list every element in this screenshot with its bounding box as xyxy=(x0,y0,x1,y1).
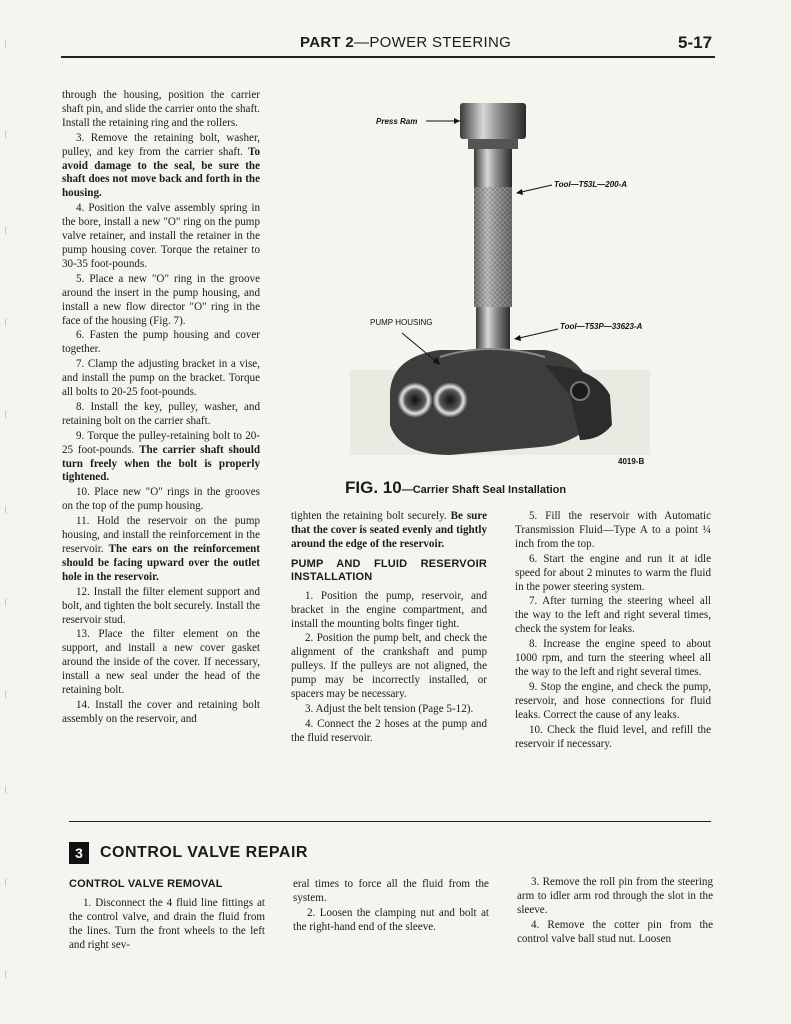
left-column xyxy=(62,89,260,728)
paragraph: 7. After turning the steering wheel all the way to the left and right several times, check the system for leaks. xyxy=(515,595,711,636)
section-col-2 xyxy=(293,878,489,936)
press-ram-shape xyxy=(460,103,526,139)
figure-number: FIG. 10 xyxy=(345,478,402,497)
margin-mark xyxy=(5,130,10,139)
paragraph: 4. Connect the 2 hoses at the pump and the fluid reservoir. xyxy=(291,717,487,744)
page-header-title xyxy=(300,34,511,51)
margin-mark xyxy=(5,40,10,49)
margin-mark xyxy=(5,410,10,419)
paragraph: 10. Check the fluid level, and refill the reservoir if necessary. xyxy=(515,723,711,750)
paragraph: 10. Place new "O" rings in the grooves on the top of the pump housing. xyxy=(62,486,260,513)
subheading-control-valve-removal: CONTROL VALVE REMOVAL xyxy=(69,878,223,890)
label-press-ram: Press Ram xyxy=(376,117,418,126)
paragraph: 3. Adjust the belt tension (Page 5-12). xyxy=(305,702,474,715)
paragraph: 9. Stop the engine, and check the pump, reservoir, and hose connections for fluid leaks. Correct the cause of any leaks. xyxy=(515,680,711,721)
paragraph: 1. Position the pump, reservoir, and bracket in the engine compartment, and install the mounting bolts finger tight. xyxy=(291,589,487,630)
right-column xyxy=(515,510,711,752)
label-pump-housing: PUMP HOUSING xyxy=(370,318,433,327)
figure-illustration xyxy=(330,95,660,470)
part-dash: — xyxy=(354,34,370,51)
section-number-badge: 3 xyxy=(69,842,89,864)
paragraph: 2. Position the pump belt, and check the alignment of the crankshaft and pump pulleys. If the pulleys are not aligned, the pump may be incorrectly installed, or spacers may be necessary. xyxy=(291,632,487,701)
page-number: 5-17 xyxy=(678,33,713,52)
paragraph: 6. Fasten the pump housing and cover together. xyxy=(62,329,260,356)
middle-column xyxy=(291,510,487,747)
paragraph: 3. Remove the retaining bolt, washer, pulley, and key from the carrier shaft. To avoid damage to the seal, be sure the shaft does not move back and forth in the housing. xyxy=(62,131,260,200)
paragraph: through the housing, position the carrier shaft pin, and slide the carrier onto the shaft. Install the retaining ring and the rollers. xyxy=(62,89,260,129)
paragraph: 8. Increase the engine speed to about 1000 rpm, and turn the steering wheel all the way to the left and right several times. xyxy=(515,638,711,678)
section-col-1 xyxy=(69,878,265,954)
margin-mark xyxy=(5,878,10,887)
paragraph: 1. Disconnect the 4 fluid line fittings at the control valve, and drain the fluid from the lines. Turn the front wheels to the left and right sev- xyxy=(69,897,265,951)
label-tool-1: Tool—T53L—200-A xyxy=(554,180,628,189)
margin-mark xyxy=(5,785,10,794)
margin-mark xyxy=(5,318,10,327)
margin-mark xyxy=(5,970,10,979)
paragraph: 5. Fill the reservoir with Automatic Transmission Fluid—Type A to a point ¼ inch from the top. xyxy=(515,510,711,550)
paragraph: 4. Position the valve assembly spring in the bore, install a new "O" ring on the pump valve retainer, and install the retainer in the pump housing cover. Torque the retainer to 30-35 foot-pounds. xyxy=(62,202,260,270)
part-title: POWER STEERING xyxy=(369,34,512,51)
paragraph: 12. Install the filter element support and bolt, and tighten the bolt securely. Install the reservoir stud. xyxy=(62,585,260,626)
paragraph: tighten the retaining bolt securely. Be sure that the cover is seated evenly and tightly around the edge of the reservoir. xyxy=(291,510,487,550)
margin-mark xyxy=(5,226,10,235)
figure-ref-number: 4019-B xyxy=(618,457,645,466)
subheading-pump-reservoir-installation: PUMP AND FLUID RESERVOIR INSTALLATION xyxy=(291,557,487,583)
paragraph: 7. Clamp the adjusting bracket in a vise, and install the pump on the bracket. Torque all bolts to 20-25 foot-pounds. xyxy=(62,358,260,399)
figure-carrier-shaft-seal xyxy=(330,95,660,470)
port-icon xyxy=(397,382,433,418)
figure-caption-text: —Carrier Shaft Seal Installation xyxy=(401,484,567,496)
paragraph: 5. Place a new "O" ring in the groove around the insert in the pump housing, and install a new flow director "O" ring in the face of the housing (Fig. 7). xyxy=(62,272,260,327)
paragraph: 4. Remove the cotter pin from the control valve ball stud nut. Loosen xyxy=(517,918,713,945)
figure-caption xyxy=(345,478,566,498)
margin-mark xyxy=(5,598,10,607)
part-label: PART 2 xyxy=(300,34,355,51)
section-rule xyxy=(69,821,711,822)
paragraph: 13. Place the filter element on the support, and install a new cover gasket around the inside of the cover. If necessary, install a new seal under the head of the retaining bolt. xyxy=(62,628,260,697)
header-rule xyxy=(61,56,715,58)
paragraph: eral times to force all the fluid from the system. xyxy=(293,878,489,904)
margin-mark xyxy=(5,690,10,699)
paragraph: 9. Torque the pulley-retaining bolt to 20-25 foot-pounds. The carrier shaft should turn freely when the bolt is properly tightened. xyxy=(62,429,261,484)
paragraph: 3. Remove the roll pin from the steering arm to idler arm rod through the slot in the sleeve. xyxy=(517,876,713,916)
paragraph: 8. Install the key, pulley, washer, and retaining bolt on the carrier shaft. xyxy=(62,400,260,427)
margin-mark xyxy=(5,505,10,514)
paragraph: 11. Hold the reservoir on the pump housing, and install the reinforcement in the reservoir. The ears on the reinforcement should be facing upward over the outlet hole in the reservoir. xyxy=(62,515,261,583)
paragraph: 14. Install the cover and retaining bolt assembly on the reservoir, and xyxy=(62,698,260,725)
section-title: CONTROL VALVE REPAIR xyxy=(100,844,308,861)
port-icon xyxy=(432,382,468,418)
paragraph: 2. Loosen the clamping nut and bolt at the right-hand end of the sleeve. xyxy=(293,906,489,933)
paragraph: 6. Start the engine and run it at idle speed for about 2 minutes to warm the fluid in the power steering system. xyxy=(515,552,711,593)
label-tool-2: Tool—T53P—33623-A xyxy=(560,322,643,331)
section-col-3 xyxy=(517,876,713,948)
